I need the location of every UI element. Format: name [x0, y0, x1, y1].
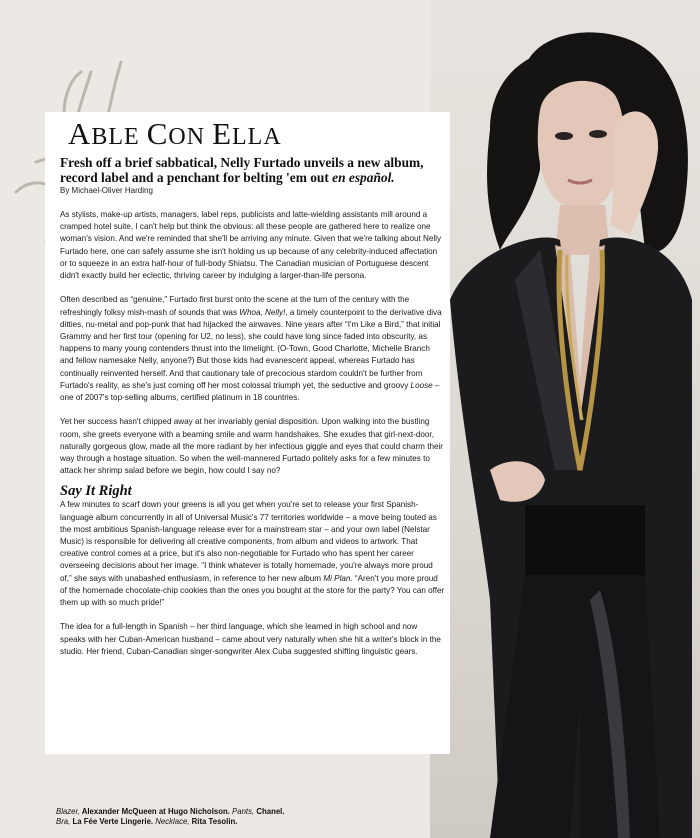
subhead: Say It Right [60, 483, 132, 500]
article-deck: Fresh off a brief sabbatical, Nelly Furtado unveils a new album, record label and a penchant for belting 'em out en español. [60, 155, 424, 185]
cover-photo [430, 0, 700, 838]
byline: By Michael-Oliver Harding [60, 186, 153, 195]
article-body [60, 209, 445, 670]
paragraph-2: Often described as “genuine,” Furtado first burst onto the scene at the turn of the century with the refreshingly folksy mish-mash of sounds that was Whoa, Nelly!, a timely counterpoint to the derivative diva ditties, nu-metal and pop-punk that had hijacked the airwaves. Nine years after “I'm Like a Bird,” that initial Grammy and her first tour (opening for U2, no less), she could have long since faded into obscurity, as happens to many young contenders thrust into the limelight. (O-Town, Good Charlotte, Michelle Branch and fellow namesake Nelly, anyone?) But those kids had evanescent appeal, whereas Furtado has continually reinvented herself. And that cautionary tale of precocious stardom couldn't be further from Furtado's reality, as she's just coming off her most colossal triumph yet, the seductive and groovy Loose – one of 2007's top-selling albums, certified platinum in 18 countries. [60, 295, 442, 403]
paragraph-5: The idea for a full-length in Spanish – her third language, which she learned in high school and now speaks with her Cuban-American husband – came about very naturally when she hit a writer's block in the studio. Her friend, Cuban-Canadian singer-songwriter Alex Cuba suggested shifting linguistic gears. [60, 622, 441, 656]
paragraph-4: A few minutes to scarf down your greens is all you get when you're set to release your first Spanish-language album concurrently in all of Universal Music's 77 territories worldwide – a move being touted as the most ambitious Spanish-language release ever for a mainstream star – and your own label (Nelstar Music) is responsible for delivering all creative components, from album and videos to artwork. That creative control comes at a price, but it's also non-negotiable for Furtado who has spent her career overseeing decisions about her image. “I think whatever is totally homemade, you're always more proud of,” she says with unabashed enthusiasm, in reference to her new album Mi Plan. “Aren't you more proud of the homemade chocolate-chip cookies than the ones you bought at the store for the party? You can offer them up with so much pride!” [60, 500, 445, 608]
fashion-credits: Blazer, Alexander McQueen at Hugo Nicholson. Pants, Chanel. Bra, La Fée Verte Lingerie. Necklace, Rita Tesolin. [56, 807, 285, 826]
article-title: ABLE CON ELLA [68, 116, 282, 151]
paragraph-3: Yet her success hasn't chipped away at her invariably genial disposition. Upon walking into the bustling room, she greets everyone with a beaming smile and warm handshakes. She exudes that girl-next-door, naturally gorgeous glow, made all the more radiant by her infectious giggle and eyes that could charm their way through a hostage situation. So when the well-mannered Furtado politely asks for a few minutes to attack her shrimp salad before we begin, how could I say no? [60, 417, 443, 476]
portrait-illustration [430, 0, 700, 838]
paragraph-1: As stylists, make-up artists, managers, label reps, publicists and latte-wielding assistants mill around a cramped hotel suite, I can't help but think the obvious: all these people are gathered here to realize one woman's vision. And we're reminded that she'll be arriving any minute. Given that we're talking about Nelly Furtado here, one can safely assume she isn't holding us up because of any celebrity-induced affectation or to squeeze in an extra half-hour of full-body Shiatsu. The Canadian musician of Portuguese descent didn't exactly build her eclectic, thriving career by indulging a larger-than-life persona. [60, 210, 442, 281]
